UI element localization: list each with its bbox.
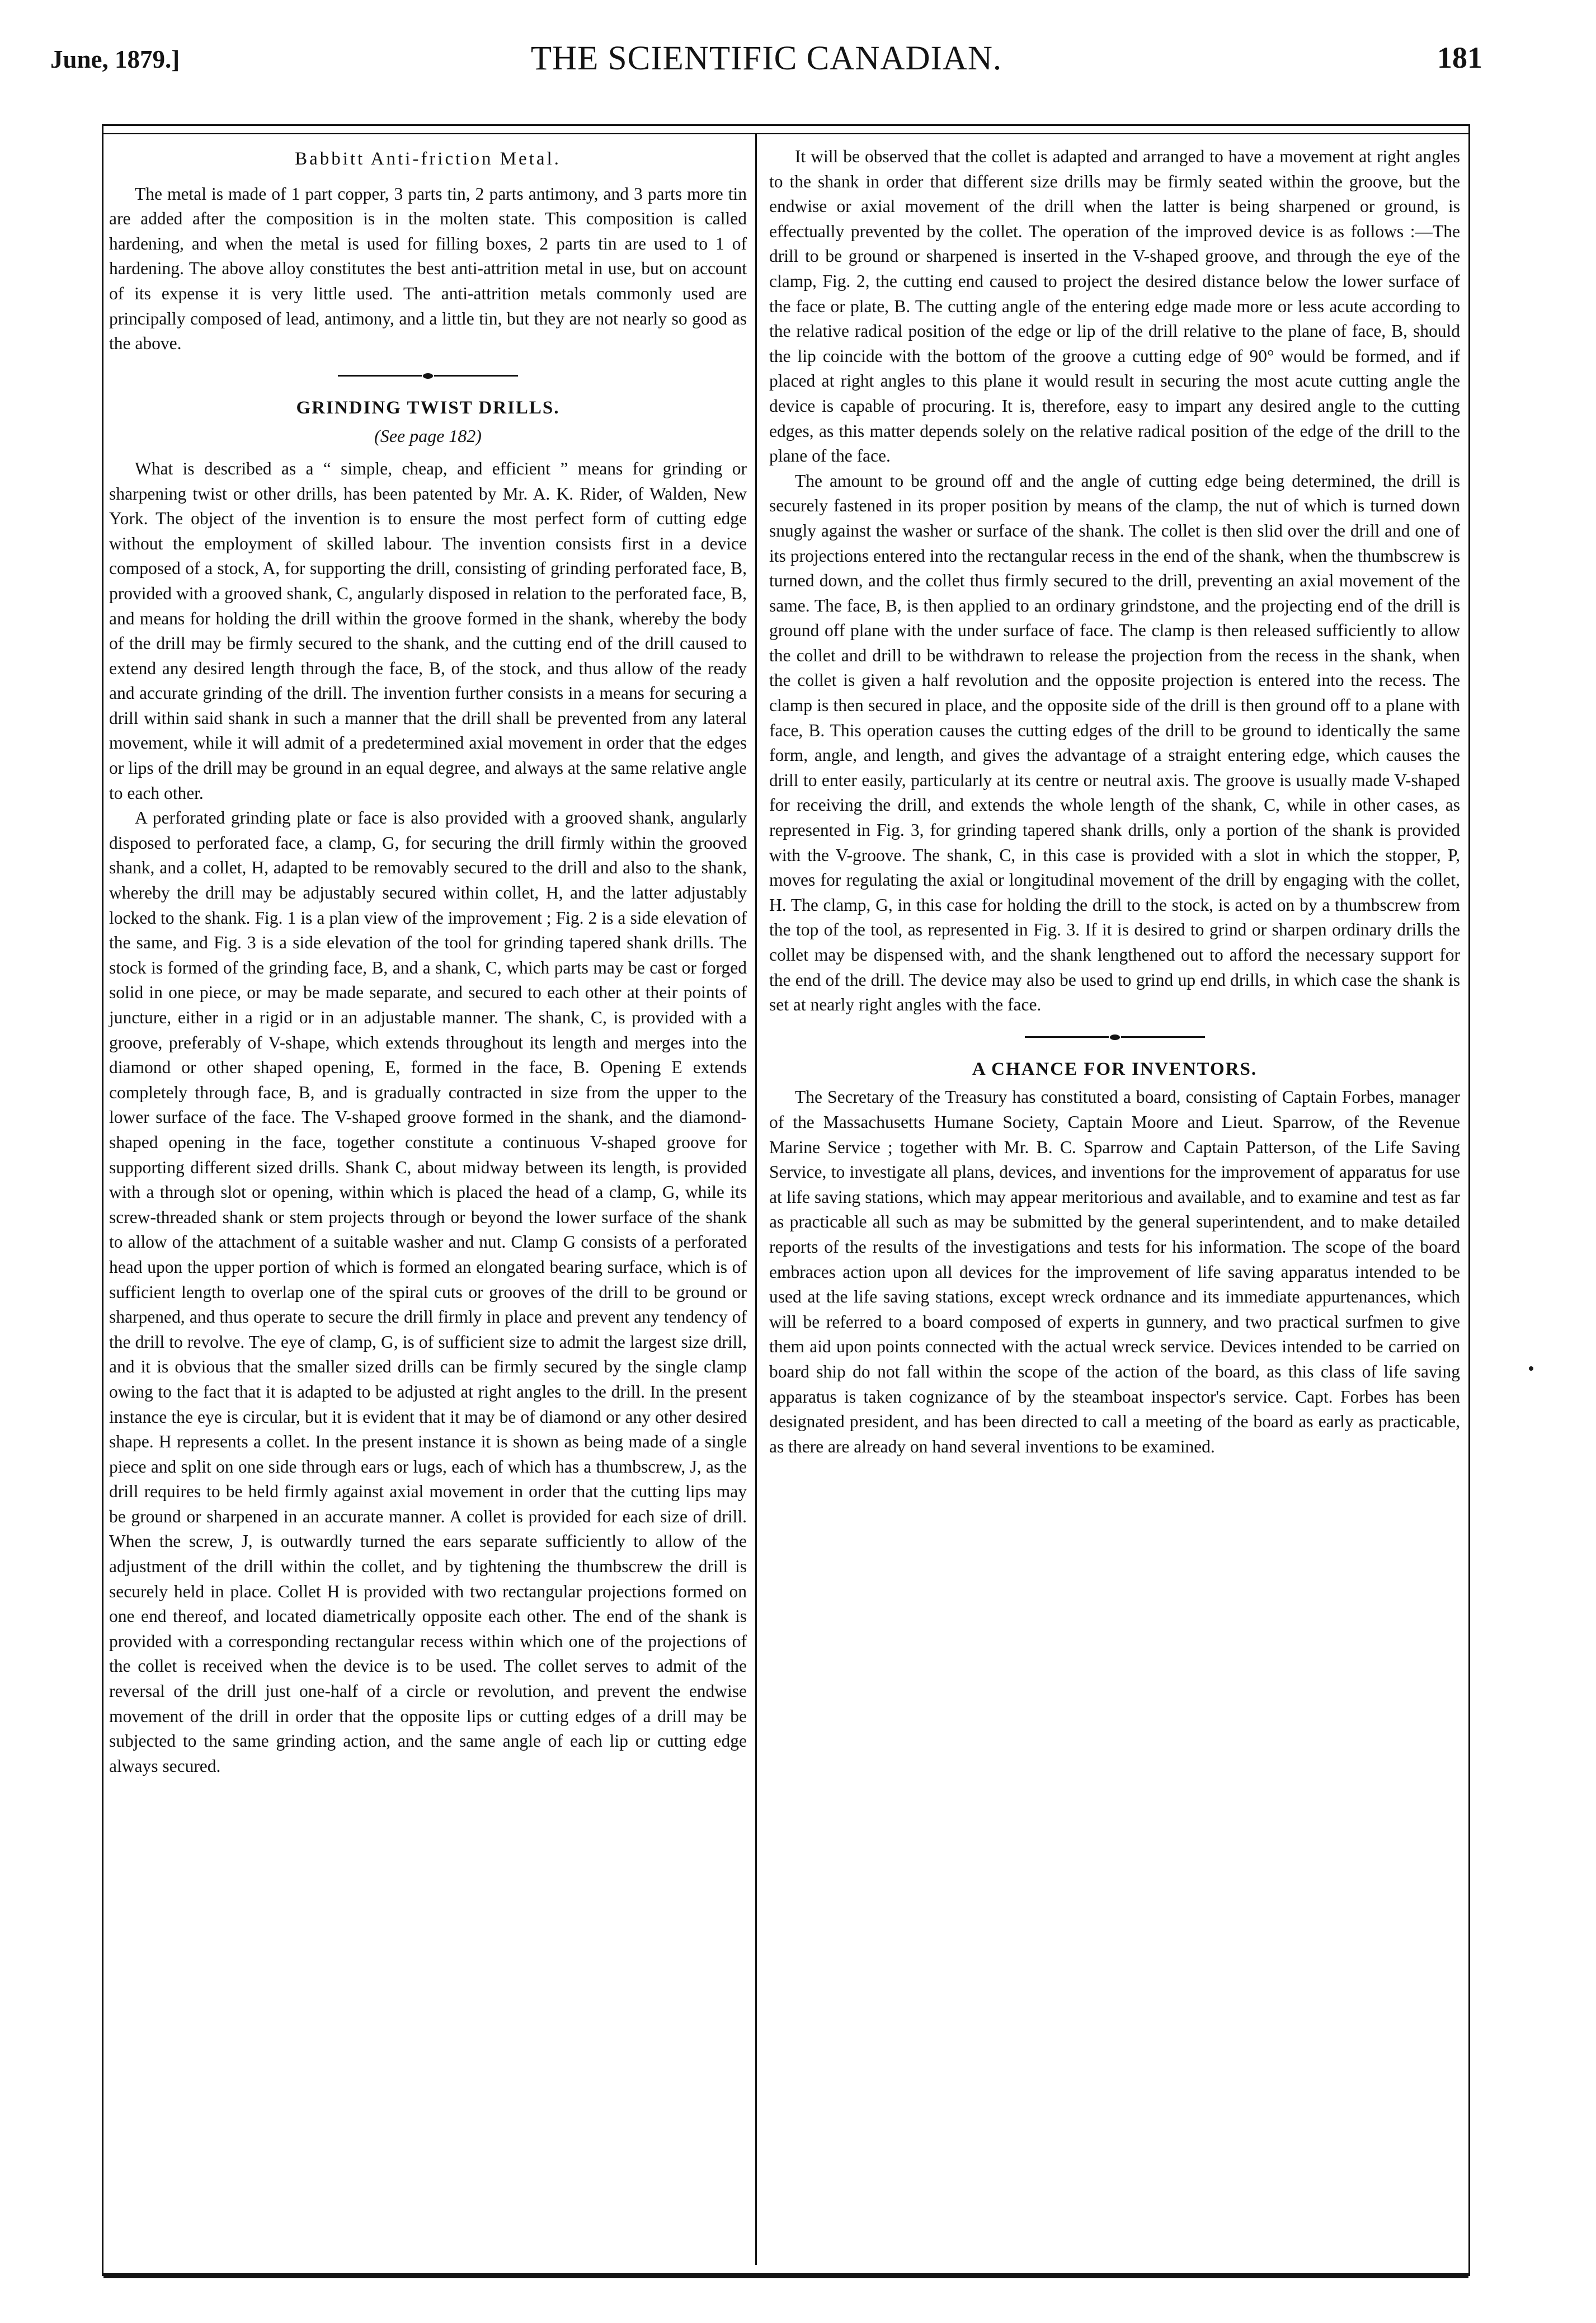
right-column (769, 144, 1460, 1459)
see-page-note: (See page 182) (374, 426, 482, 446)
journal-title: THE SCIENTIFIC CANADIAN. (530, 40, 1002, 77)
frame-left-rule (102, 124, 103, 2276)
left-column (109, 144, 747, 1779)
grinding-paragraph: What is described as a “ simple, cheap, and efficient ” means for grinding or sharpening twist or other drills, has been patented by Mr. A. K. Rider, of Walden, New York. The object of the invention is to ensure the most perfect form of cutting edge without the employment of skilled labour. The invention consists first in a device composed of a stock, A, for supporting the drill, consisting of grinding perforated face, B, provided with a grooved shank, C, angularly disposed in relation to the perforated face, B, and means for holding the drill within the groove formed in the shank, whereby the body of the drill may be firmly secured to the shank, and the cutting end of the drill caused to extend any desired length through the face, B, of the stock, and thus allow of the ready and accurate grinding of the drill. The invention further consists in a means for securing a drill within said shank in such a manner that the drill shall be prevented from any lateral movement, while it will admit of a predetermined axial movement in order that the edges or lips of the drill may be ground in an equal degree, and always at the same relative angle to each other. (109, 458, 747, 803)
grinding-heading: GRINDING TWIST DRILLS. (296, 397, 560, 418)
issue-date: June, 1879.] (50, 45, 180, 73)
babbitt-paragraph: The metal is made of 1 part copper, 3 parts tin, 2 parts antimony, and 3 parts more tin are added after the composition is in the molten state. This composition is called hardening, and when the metal is used for filling boxes, 2 parts tin are used to 1 of hardening. The above alloy constitutes the best anti-attrition metal in use, but on account of its expense it is very little used. The anti-attrition metals commonly used are principally composed of lead, antimony, and a little tin, but they are not nearly so good as the above. (109, 184, 747, 354)
inventors-heading: A CHANCE FOR INVENTORS. (972, 1059, 1258, 1079)
inventors-paragraph: The Secretary of the Treasury has constituted a board, consisting of Captain Forbes, manager of the Massachusetts Humane Society, Captain Moore and Lieut. Sparrow, of the Revenue Marine Service ; together with Mr. B. C. Sparrow and Captain Patterson, of the Life Saving Service, to investigate all plans, devices, and inventions for the improvement of apparatus for use at life saving stations, which may appear meritorious and available, and to examine and test as far as practicable all such as may be submitted by the general superintendent, and to make detailed reports of the results of the investigations and tests for his information. The scope of the board embraces action upon all devices for the improvement of life saving apparatus intended to be used at the life saving stations, except wreck ordnance and its immediate appurtenances, which will be referred to a board composed of experts in gunnery, and two practical surfmen to give them aid upon points connected with the actual wreck service. Devices intended to be carried on board ship do not fall within the scope of the action of the board, as this class of life saving apparatus is taken cognizance of by the steamboat inspector's service. Capt. Forbes has been designated president, and has been directed to call a meeting of the board as early as practicable, as there are already on hand several inventions to be examined. (769, 1087, 1460, 1456)
grinding-paragraph: The amount to be ground off and the angle of cutting edge being determined, the drill is securely fastened in its proper position by means of the clamp, the nut of which is turned down snugly against the washer or surface of the shank. The collet is then slid over the drill and one of its projections entered into the rectangular recess in the end of the shank, when the thumbscrew is turned down, and the collet thus firmly secured to the drill, preventing an axial movement of the same. The face, B, is then applied to an ordinary grindstone, and the projecting end of the drill is ground off plane with the under surface of face. The clamp is then released sufficiently to allow the collet and drill to be withdrawn to release the projection from the recess in the shank, when the collet is given a half revolution and the opposite projection is entered into the recess. The clamp is then secured in place, and the opposite side of the drill is then ground off to a plane with face, B. This operation causes the cutting edges of the drill to be ground to identically the same form, angle, and length, and gives the advantage of a straight entering edge, which causes the drill to enter easily, particularly at its centre or neutral axis. The groove is usually made V-shaped for receiving the drill, and extends the whole length of the shank, C, while in other cases, as represented in Fig. 3, for grinding tapered shank drills, only a portion of the shank is provided with the V-groove. The shank, C, in this case is provided with a slot in which the stopper, P, moves for regulating the axial or longitudinal movement of the drill by engaging with the collet, H. The clamp, G, in this case for holding the drill to the stock, is acted on by a thumbscrew from the top of the tool, as represented in Fig. 3. If it is desired to grind or sharpen ordinary drills the collet may be dispensed with, and the shank lengthened out to afford the necessary support for the end of the drill. The device may also be used to grind up end drills, in which case the shank is set at nearly right angles with the face. (769, 471, 1460, 1015)
frame-right-rule (1468, 124, 1470, 2276)
section-divider (769, 1023, 1460, 1048)
section-divider (109, 362, 747, 387)
babbitt-heading: Babbitt Anti-friction Metal. (295, 149, 561, 169)
column-rule (755, 134, 757, 2265)
page-number: 181 (1437, 41, 1482, 74)
grinding-paragraph: It will be observed that the collet is adapted and arranged to have a movement at right angles to the shank in order that different size drills may be firmly seated within the groove, but the endwise or axial movement of the drill when the latter is being sharpened or ground, is effectually prevented by the collet. The operation of the improved device is as follows :—The drill to be ground or sharpened is inserted in the V-shaped groove, and through the eye of the clamp, Fig. 2, the cutting end caused to project the desired distance below the lower surface of the face or plate, B. The cutting angle of the entering edge made more or less acute according to the relative radical position of the edge or lip of the drill relative to the plane of face, B, should the lip coincide with the bottom of the groove a cutting edge of 90° would be formed, and if placed at right angles to this plane it would result in securing the most acute cutting angle the device is capable of procuring. It is, therefore, easy to impart any desired angle to the cutting edges, as this matter depends solely on the relative radical position of the edge of the drill to the plane of the face. (769, 147, 1460, 466)
print-speck (1529, 1366, 1533, 1371)
grinding-paragraph: A perforated grinding plate or face is also provided with a grooved shank, angularly disposed to perforated face, a clamp, G, for securing the drill firmly within the grooved shank, and a collet, H, adapted to be removably secured to the drill and also to the shank, whereby the drill may be adjustably secured within collet, H, and the latter adjustably locked to the shank. Fig. 1 is a plan view of the improvement ; Fig. 2 is a side elevation of the same, and Fig. 3 is a side elevation of the tool for grinding tapered shank drills. The stock is formed of the grinding face, B, and a shank, C, which parts may be cast or forged solid in one piece, or may be made separate, and secured to each other at their points of juncture, either in a rigid or in an adjustable manner. The shank, C, is provided with a groove, preferably of V-shape, which extends throughout its length and merges into the diamond or other shaped opening, E, formed in the face, B. Opening E extends completely through face, B, and is gradually contracted in size from the upper to the lower surface of the face. The V-shaped groove formed in the shank, and the diamond-shaped opening in the face, together constitute a continuous V-shaped groove for supporting different sized drills. Shank C, about midway between its length, is provided with a through slot or opening, within which is placed the head of a clamp, G, while its screw-threaded shank or stem projects through or beyond the lower surface of the shank to allow of the attachment of a suitable washer and nut. Clamp G consists of a perforated head upon the upper portion of which is formed an elongated bearing surface, which is of sufficient length to overlap one of the spiral cuts or grooves of the drill to be ground or sharpened, and thus operate to secure the drill firmly in place and prevent any tendency of the drill to revolve. The eye of clamp, G, is of sufficient size to admit the largest size drill, and it is obvious that the smaller sized drills can be firmly secured by the single clamp owing to the fact that it is adapted to be adjusted at right angles to the drill. In the present instance the eye is circular, but it is evident that it may be of diamond or any other desired shape. H represents a collet. In the present instance it is shown as being made of a single piece and split on one side through ears or lugs, each of which has a thumbscrew, J, as the drill requires to be held firmly against axial movement in order that the cutting lips may be ground or sharpened in an accurate manner. A collet is provided for each size of drill. When the screw, J, is outwardly turned the ears separate sufficiently to allow of the adjustment of the drill within the collet, and by tightening the thumbscrew the drill is securely held in place. Collet H is provided with two rectangular projections formed on one end thereof, and located diametrically opposite each other. The end of the shank is provided with a corresponding rectangular recess within which one of the projections of the collet is received when the device is to be used. The collet serves to admit of the reversal of the drill just one-half of a circle or revolution, and prevent the endwise movement of the drill in order that the opposite lips or cutting edges of a drill may be subjected to the same grinding action, and the same angle of each lip or cutting edge always secured. (109, 808, 747, 1776)
running-head (50, 35, 1482, 88)
